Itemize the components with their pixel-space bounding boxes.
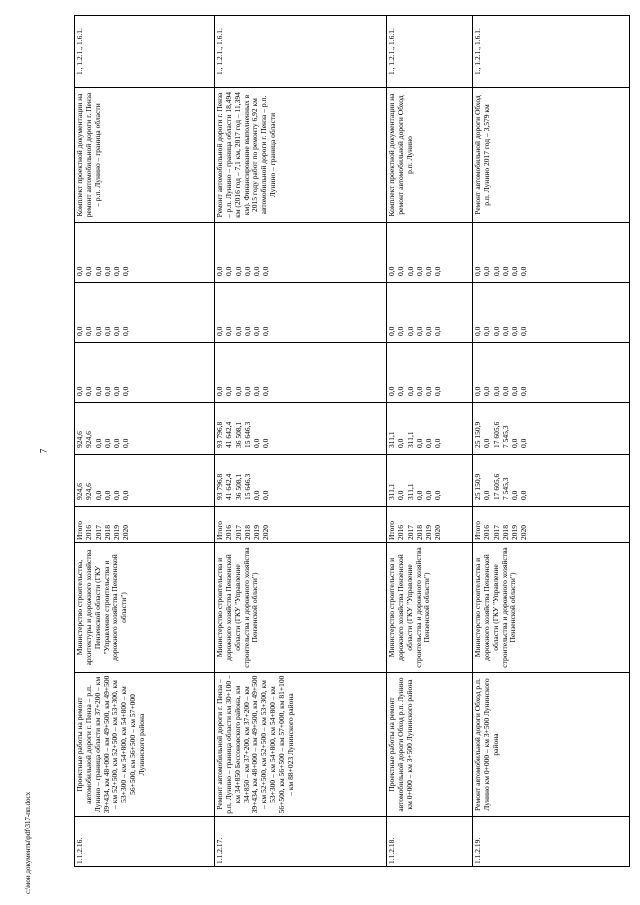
funding-col-4: 0,0 0,0 0,0 0,0 0,0 0,0 <box>75 283 215 343</box>
total-funding: 311,1 0,0 311,1 0,0 0,0 0,0 <box>387 455 473 507</box>
regional-budget: 93 796,8 41 642,4 36 508,1 15 646,3 0,0 0,0 <box>215 403 387 455</box>
funding-col-5: 0,0 0,0 0,0 0,0 0,0 0,0 <box>75 223 215 283</box>
regional-budget: 25 150,9 0,0 17 605,6 7 545,3 0,0 0,0 <box>473 403 630 455</box>
funding-col-3: 0,0 0,0 0,0 0,0 0,0 0,0 <box>215 343 387 403</box>
table-row <box>75 16 215 867</box>
table-row <box>387 16 473 867</box>
regional-budget: 924,6 924,6 0,0 0,0 0,0 0,0 <box>75 403 215 455</box>
executor: Министерство строительства и дорожного хозяйства Пензенской области (ГКУ "Управление строительства и дорожного хозяйства Пензенской области") <box>215 543 387 673</box>
expected-result: Комплект проектной документации на ремонт автомобильной дороги г. Пенза – р.п. Лунино – граница области <box>75 88 215 223</box>
indicator-ref: 1., 1.2.1., 1.6.1. <box>473 16 630 88</box>
row-number: 1.1.2.19. <box>473 817 630 867</box>
funding-col-3: 0,0 0,0 0,0 0,0 0,0 0,0 <box>75 343 215 403</box>
executor: Министерство строительства, архитектуры и дорожного хозяйства Пензенской области (ГКУ "Управление строительства и дорожного хозяйства Пензенской области") <box>75 543 215 673</box>
funding-col-4: 0,0 0,0 0,0 0,0 0,0 0,0 <box>387 283 473 343</box>
funding-col-5: 0,0 0,0 0,0 0,0 0,0 0,0 <box>473 223 630 283</box>
funding-col-5: 0,0 0,0 0,0 0,0 0,0 0,0 <box>387 223 473 283</box>
indicator-ref: 1., 1.2.1., 1.6.1. <box>387 16 473 88</box>
row-number: 1.1.2.17. <box>215 817 387 867</box>
expected-result: Комплект проектной документации на ремонт автомобильной дороги Обход р.п. Лунино <box>387 88 473 223</box>
page-number: 7 <box>38 448 49 454</box>
activity-name: Ремонт автомобильной дороги г. Пенза – р.п. Лунино – граница области км 30+100 – км 34+850 Бессоновского района, км 34+850 – км 37+200, км 37+200 – км 39+434, км 48+000 – км 49+500, км 49+500 – км 52+500, км 52+500 – км 53+300, км 53+300 – км 54+800, км 54+800 – км 56+500, км 56+500 – км 57+000, км 81+100 – км 88+023 Лунинского района <box>215 673 387 817</box>
total-funding: 25 150,9 0,0 17 605,6 7 545,3 0,0 0,0 <box>473 455 630 507</box>
executor: Министерство строительства и дорожного хозяйства Пензенской области (ГКУ "Управление строительства и дорожного хозяйства Пензенской области") <box>473 543 630 673</box>
table-row <box>215 16 387 867</box>
activity-name: Проектные работы на ремонт автомобильной дороги Обход р.п. Лунино км 0+000 – км 3+500 Лунинского района <box>387 673 473 817</box>
years-cell: Итого 2016 2017 2018 2019 2020 <box>473 507 630 543</box>
activity-name: Проектные работы на ремонт автомобильной дороги г. Пенза – р.п. Лунино – граница области км 37+200 – км 39+434, км 48+000 – км 49+500, км 49+500 – км 52+500, км 52+500 – км 53+300, км 53+300 – км 54+800, км 54+800 – км 56+500, км 56+500 – км 57+000 Лунинского района <box>75 673 215 817</box>
funding-col-3: 0,0 0,0 0,0 0,0 0,0 0,0 <box>387 343 473 403</box>
table-sheet <box>74 16 629 867</box>
total-funding: 93 796,8 41 642,4 36 508,1 15 646,3 0,0 0,0 <box>215 455 387 507</box>
expected-result: Ремонт автомобильной дороги Обход р.п. Лунино 2017 год – 3,579 км <box>473 88 630 223</box>
regional-budget: 311,1 0,0 311,1 0,0 0,0 0,0 <box>387 403 473 455</box>
funding-col-5: 0,0 0,0 0,0 0,0 0,0 0,0 <box>215 223 387 283</box>
years-cell: Итого 2016 2017 2018 2019 2020 <box>387 507 473 543</box>
total-funding: 924,6 924,6 0,0 0,0 0,0 0,0 <box>75 455 215 507</box>
funding-col-3: 0,0 0,0 0,0 0,0 0,0 0,0 <box>473 343 630 403</box>
years-cell: Итого 2016 2017 2018 2019 2020 <box>215 507 387 543</box>
expected-result: Ремонт автомобильной дороги г. Пенза – р.п. Лунино – граница области 18,494 км (2016 год – 7,1 км, 2017 год – 11,394 км). Финансирование выполненных в 2015 году работ по ремонту 6,92 км автомобильной дороги г. Пенза – р.п. Лунино – граница области <box>215 88 387 223</box>
indicator-ref: 1., 1.2.1., 1.6.1. <box>215 16 387 88</box>
years-cell: Итого 2016 2017 2018 2019 2020 <box>75 507 215 543</box>
funding-col-4: 0,0 0,0 0,0 0,0 0,0 0,0 <box>473 283 630 343</box>
footer-file-path: c:\мои документы\pdf\317-пп.docx <box>24 791 32 894</box>
row-number: 1.1.2.16. <box>75 817 215 867</box>
funding-col-4: 0,0 0,0 0,0 0,0 0,0 0,0 <box>215 283 387 343</box>
row-number: 1.1.2.18. <box>387 817 473 867</box>
activity-name: Ремонт автомобильной дороги Обход р.п. Лунино км 0+000 – км 3+500 Лунинского района <box>473 673 630 817</box>
executor: Министерство строительства и дорожного хозяйства Пензенской области (ГКУ "Управление строительства и дорожного хозяйства Пензенской области") <box>387 543 473 673</box>
indicator-ref: 1., 1.2.1., 1.6.1. <box>75 16 215 88</box>
table-row <box>473 16 630 867</box>
program-activities-table <box>74 15 630 867</box>
